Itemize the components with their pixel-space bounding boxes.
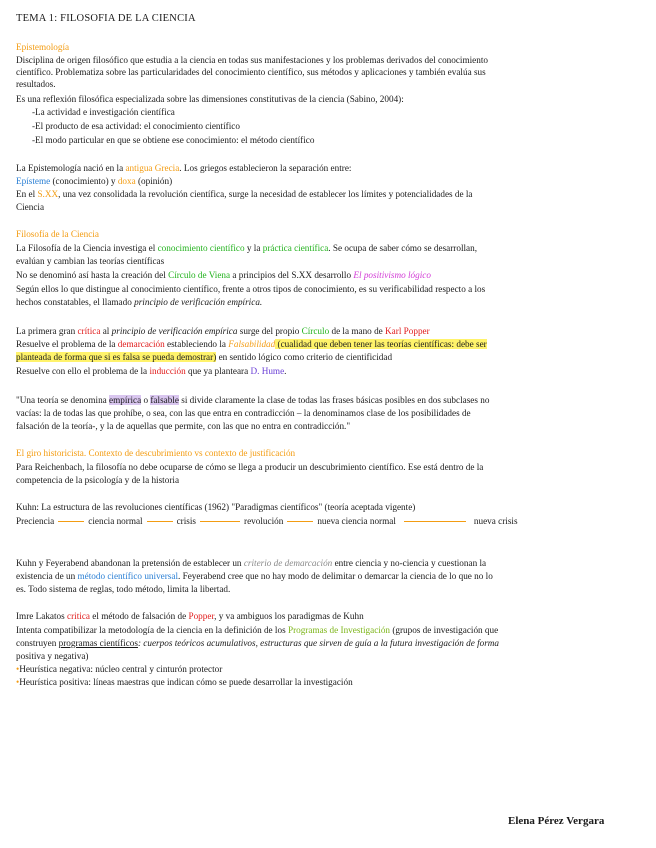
paragraph-line: Según ellos lo que distingue al conocimiento científico, frente a otros tipos de conocimiento, es su verificabilidad respecto a los: [16, 284, 486, 294]
stage-connector: [287, 521, 313, 522]
quote-line: vacías: la de todas las que prohíbe, o sea, con las que entra en contradicción – la denominamos clase de los posibilidades de: [16, 408, 471, 418]
paragraph-line: existencia de un método científico universal. Feyerabend cree que no hay modo de delimitar o demarcar la ciencia de lo que no lo: [16, 571, 493, 581]
paragraph-line: Resuelve con ello el problema de la inducción que ya planteara D. Hume.: [16, 366, 287, 376]
paragraph-line: La primera gran crítica al principio de verificación empírica surge del propio Círculo de la mano de Karl Popper: [16, 326, 430, 336]
paragraph-line: competencia de la psicología y de la historia: [16, 475, 180, 485]
paragraph-line: Imre Lakatos critica el método de falsación de Popper, y va ambiguos los paradigmas de Kuhn: [16, 611, 364, 621]
paragraph-line: La Filosofía de la Ciencia investiga el conocimiento científico y la práctica científica. Se ocupa de saber cómo se desarrollan,: [16, 243, 478, 253]
paragraph-line: Disciplina de origen filosófico que estudia a la ciencia en todas sus manifestaciones y los problemas derivados del conocimiento: [16, 55, 488, 65]
author-signature: Elena Pérez Vergara: [508, 815, 605, 827]
section-heading-filosofia: Filosofía de la Ciencia: [16, 229, 99, 239]
kuhn-stage: ciencia normal: [88, 516, 143, 526]
paragraph-line: evalúan y cambian las teorías científicas: [16, 256, 165, 266]
paragraph-line: Kuhn: La estructura de las revoluciones científicas (1962) "Paradigmas científicos" (teoría aceptada vigente): [16, 502, 416, 512]
list-item: •Heurística positiva: líneas maestras que indican cómo se puede desarrollar la investigación: [16, 677, 353, 687]
stage-connector: [404, 521, 466, 522]
list-item: -El producto de esa actividad: el conocimiento científico: [32, 121, 240, 131]
quote-line: falsación de la teoría-, y la de aquellas que permite, con las que no entra en contradicción.": [16, 421, 351, 431]
kuhn-stage: revolución: [244, 516, 284, 526]
paragraph-line: En el S.XX, una vez consolidada la revolución científica, surge la necesidad de establecer los límites y potencialidades de la: [16, 189, 473, 199]
paragraph-line: resultados.: [16, 79, 56, 89]
kuhn-stage: nueva crisis: [473, 516, 518, 526]
quote-line: "Una teoría se denomina empírica o falsable si divide claramente la clase de todas las frases básicas posibles en dos subclases no: [16, 395, 490, 405]
paragraph-line: Intenta compatibilizar la metodología de la ciencia en la definición de los Programas de Investigación (grupos de investigación que: [16, 625, 499, 635]
paragraph-line: hechos constatables, el llamado principio de verificación empírica.: [16, 297, 263, 307]
stage-connector: [200, 521, 240, 522]
paragraph-line: positiva y negativa): [16, 651, 89, 661]
kuhn-stage: Preciencia: [16, 516, 55, 526]
section-heading-giro: El giro historicista. Contexto de descubrimiento vs contexto de justificación: [16, 448, 296, 458]
paragraph-line: La Epistemología nació en la antigua Grecia. Los griegos establecieron la separación entre:: [16, 163, 352, 173]
paragraph-line: Resuelve el problema de la demarcación estableciendo la Falsabilidad (cualidad que deben tener las teorías científicas: debe ser: [16, 339, 487, 349]
kuhn-stage-diagram: [16, 516, 518, 527]
list-item: •Heurística negativa: núcleo central y cinturón protector: [16, 664, 223, 674]
paragraph-line: construyen programas científicos: cuerpos teóricos acumulativos, estructuras que sirven de guía a la futura investigación de forma: [16, 638, 500, 648]
paragraph-line: Es una reflexión filosófica especializada sobre las dimensiones constitutivas de la ciencia (Sabino, 2004):: [16, 94, 404, 104]
paragraph-line: científico. Problematiza sobre las particularidades del conocimiento científico, sus métodos y aplicaciones y también evalúa sus: [16, 67, 486, 77]
paragraph-line: es. Todo sistema de reglas, todo método, limita la libertad.: [16, 584, 231, 594]
paragraph-line: Ciencia: [16, 202, 45, 212]
list-item: -El modo particular en que se obtiene ese conocimiento: el método científico: [32, 135, 315, 145]
section-heading-epistemologia: Epistemología: [16, 42, 70, 52]
kuhn-stage: crisis: [176, 516, 197, 526]
kuhn-stage: nueva ciencia normal: [317, 516, 396, 526]
paragraph-line: Kuhn y Feyerabend abandonan la pretensión de establecer un criterio de demarcación entre ciencia y no-ciencia y cuestionan la: [16, 558, 487, 568]
stage-connector: [58, 521, 84, 522]
paragraph-line: planteada de forma que si es falsa se pueda demostrar) en sentido lógico como criterio de cientificidad: [16, 352, 393, 362]
paragraph-line: No se denominó así hasta la creación del Círculo de Viena a principios del S.XX desarrollo El positivismo lógico: [16, 270, 431, 280]
page-title: TEMA 1: FILOSOFIA DE LA CIENCIA: [16, 13, 196, 24]
list-item: -La actividad e investigación científica: [32, 107, 175, 117]
stage-connector: [147, 521, 173, 522]
paragraph-line: Para Reichenbach, la filosofía no debe ocuparse de cómo se llega a producir un descubrimiento científico. Ese está dentro de la: [16, 462, 484, 472]
paragraph-line: Epísteme (conocimiento) y doxa (opinión): [16, 176, 173, 186]
